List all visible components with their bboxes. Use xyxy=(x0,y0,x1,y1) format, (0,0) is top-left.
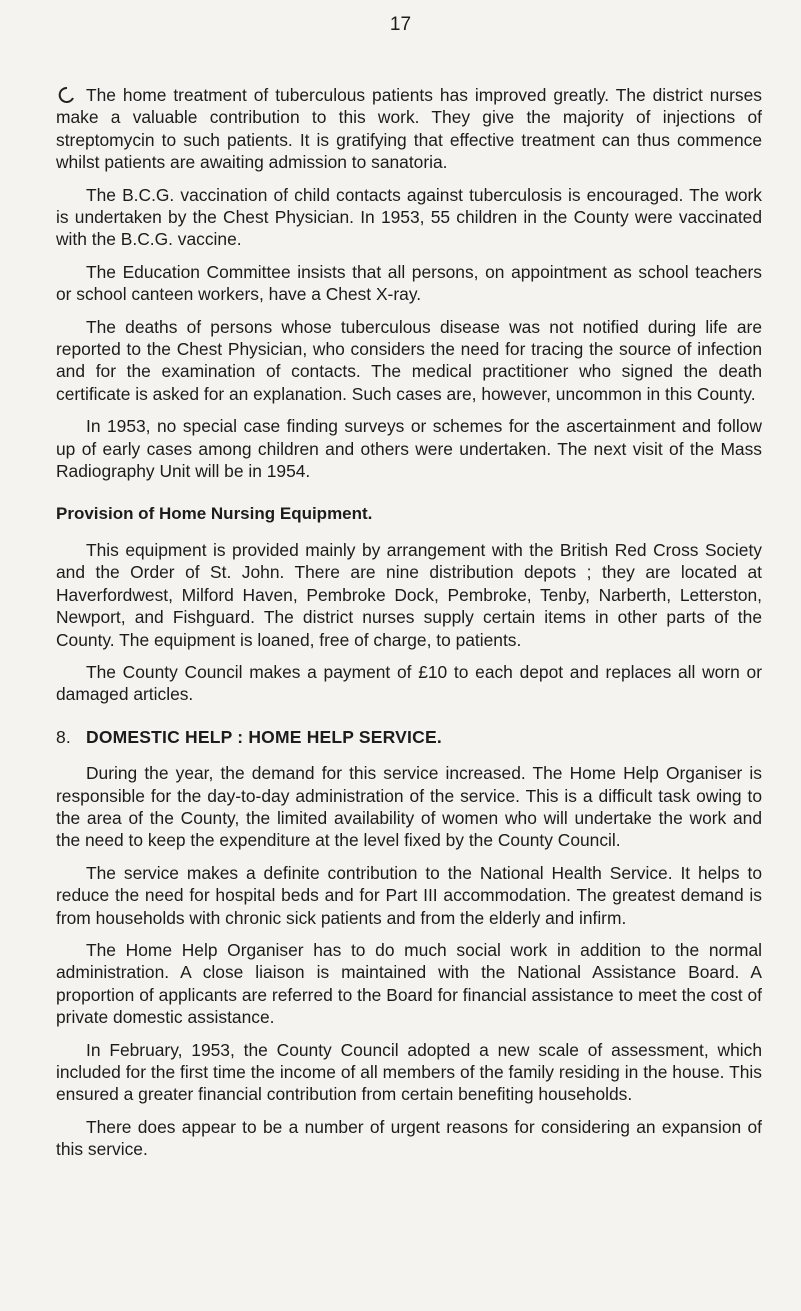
paragraph-assessment-scale: In February, 1953, the County Council adopted a new scale of assessment, which included for the first time the income of all members of the family residing in the house. This ensured a greater financial contribution from certain benefiting households. xyxy=(56,1039,762,1105)
paragraph-unnotified-deaths: The deaths of persons whose tuberculous disease was not notified during life are reported to the Chest Physician, who considers the need for tracing the source of infection and for the examination of contacts. The medical practitioner who signed the death certificate is asked for an explanation. Such cases are, however, uncommon in this County. xyxy=(56,316,762,404)
section-number: 8. xyxy=(56,726,71,747)
page-number: 17 xyxy=(389,14,412,35)
paragraph-demand-increase: During the year, the demand for this service increased. The Home Help Organiser is responsible for the day-to-day administration of the service. This is a difficult task owing to the area of the County, the limited availability of women who will undertake the work and the need to keep the expenditure at the level fixed by the County Council. xyxy=(56,763,762,851)
paragraph-depot-payment: The County Council makes a payment of £10 to each depot and replaces all worn or damaged articles. xyxy=(56,661,762,705)
paragraph-case-finding: In 1953, no special case finding surveys or schemes for the ascertainment and follow up of early cases among children and others were undertaken. The next visit of the Mass Radiography Unit will be in 1954. xyxy=(56,416,762,482)
document-body xyxy=(56,84,762,1171)
paragraph-equipment-provision: This equipment is provided mainly by arrangement with the British Red Cross Society and the Order of St. John. There are nine distribution depots ; they are located at Haverfordwest, Milford Haven, Pembroke Dock, Pembroke, Tenby, Narberth, Letterston, Newport, and Fishguard. The district nurses supply certain items in other parts of the County. The equipment is loaned, free of charge, to patients. xyxy=(56,539,762,650)
heading-home-nursing-equipment: Provision of Home Nursing Equipment. xyxy=(56,503,373,523)
paragraph-expansion: There does appear to be a number of urgent reasons for considering an expansion of this service. xyxy=(56,1116,762,1160)
paragraph-social-work: The Home Help Organiser has to do much social work in addition to the normal administration. A close liaison is maintained with the National Assistance Board. A proportion of applicants are referred to the Board for financial assistance to meet the cost of private domestic assistance. xyxy=(56,940,762,1028)
paragraph-education-committee: The Education Committee insists that all persons, on appointment as school teachers or school canteen workers, have a Chest X-ray. xyxy=(56,261,762,305)
heading-domestic-help xyxy=(56,726,762,748)
paragraph-bcg-vaccination: The B.C.G. vaccination of child contacts against tuberculosis is encouraged. The work is undertaken by the Chest Physician. In 1953, 55 children in the County were vaccinated with the B.C.G. vaccine. xyxy=(56,184,762,250)
paragraph-home-treatment: The home treatment of tuberculous patients has improved greatly. The district nurses make a valuable contribution to this work. They give the majority of injections of streptomycin to such patients. It is gratifying that effective treatment can thus commence whilst patients are awaiting admission to sanatoria. xyxy=(56,85,762,173)
section-title: DOMESTIC HELP : HOME HELP SERVICE. xyxy=(86,726,442,747)
paragraph-nhs-contribution: The service makes a definite contribution to the National Health Service. It helps to reduce the need for hospital beds and for Part III accommodation. The greatest demand is from households with chronic sick patients and from the elderly and infirm. xyxy=(56,862,762,928)
